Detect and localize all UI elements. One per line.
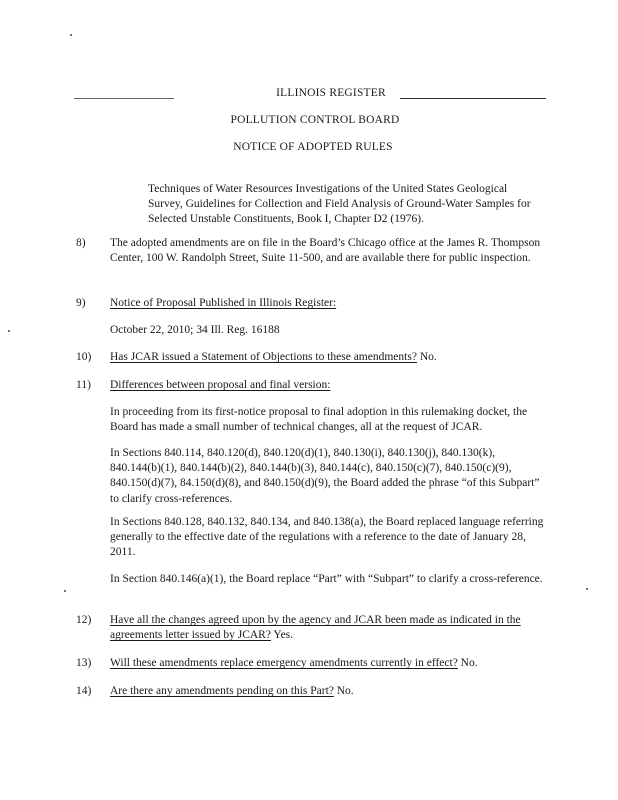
item-13 — [76, 656, 546, 671]
item-8 — [76, 236, 546, 266]
item-number: 11) — [76, 379, 91, 391]
item-question: Are there any amendments pending on this Part? — [110, 685, 334, 697]
register-title: ILLINOIS REGISTER — [276, 87, 386, 99]
item-number: 14) — [76, 685, 92, 697]
item-question: Has JCAR issued a Statement of Objections to these amendments? — [110, 351, 417, 363]
item-11-paragraph-3: In Sections 840.128, 840.132, 840.134, and 840.138(a), the Board replaced language referring generally to the effective date of the regulations with a reference to the date of January 28, 2011. — [110, 516, 544, 559]
item-10 — [76, 350, 546, 365]
item-number: 12) — [76, 614, 92, 626]
header-rule-right — [400, 98, 546, 99]
item-question: Have all the changes agreed upon by the agency and JCAR been made as indicated in the agreements letter issued by JCAR? — [110, 614, 521, 642]
item-number: 13) — [76, 657, 92, 669]
item-question: Notice of Proposal Published in Illinois Register: — [110, 297, 337, 309]
item-question: Will these amendments replace emergency amendments currently in effect? — [110, 657, 458, 669]
item-answer: Yes. — [273, 629, 294, 642]
item-answer: No. — [336, 685, 354, 697]
item-11-paragraph-2: In Sections 840.114, 840.120(d), 840.120(d)(1), 840.130(i), 840.130(j), 840.130(k), 840.144(b)(1), 840.144(b)(2), 840.144(b)(3), 840.144(c), 840.150(c)(7), 840.150(c)(9), 840.150(d)(7), 84.150(d)(8), and 840.150(d)(9), the Board added the phrase “of this Subpart” to clarify cross-references. — [110, 447, 540, 505]
item-number: 10) — [76, 351, 92, 363]
header-rule-left — [74, 98, 174, 99]
item-11-paragraph-4: In Section 840.146(a)(1), the Board replace “Part” with “Subpart” to clarify a cross-reference. — [110, 573, 543, 585]
notice-title: NOTICE OF ADOPTED RULES — [233, 141, 393, 153]
item-12 — [76, 613, 546, 643]
item-answer: No. — [419, 351, 437, 363]
item-14 — [76, 684, 546, 699]
item-number: 9) — [76, 297, 86, 309]
item-text: The adopted amendments are on file in the Board’s Chicago office at the James R. Thompson Center, 100 W. Randolph Street, Suite 11-500, and are available there for public inspection. — [110, 237, 541, 265]
reference-paragraph: Techniques of Water Resources Investigations of the United States Geological Survey, Guidelines for Collection and Field Analysis of Ground-Water Samples for Selected Unstable Constituents, Book I, Chapter D2 (1976). — [148, 183, 531, 226]
item-9-answer: October 22, 2010; 34 Ill. Reg. 16188 — [110, 324, 280, 336]
item-question: Differences between proposal and final version: — [110, 379, 331, 391]
item-9 — [76, 296, 546, 311]
scan-speck — [64, 590, 66, 592]
item-answer: No. — [460, 657, 478, 669]
scan-speck — [586, 588, 588, 590]
scan-speck — [70, 34, 72, 36]
item-number: 8) — [76, 237, 86, 249]
board-title: POLLUTION CONTROL BOARD — [230, 114, 400, 126]
item-11-paragraph-1: In proceeding from its first-notice proposal to final adoption in this rulemaking docket, the Board has made a small number of technical changes, all at the request of JCAR. — [110, 406, 528, 434]
scan-speck — [8, 330, 10, 332]
item-11 — [76, 378, 546, 393]
